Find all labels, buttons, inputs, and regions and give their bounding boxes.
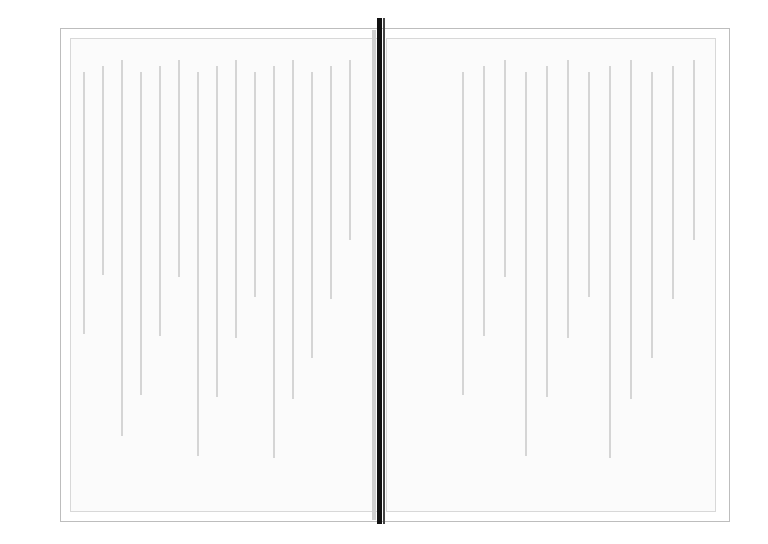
text-column xyxy=(455,120,472,540)
text-column xyxy=(686,120,703,540)
text-column xyxy=(602,120,619,540)
right-page xyxy=(386,38,716,512)
text-column xyxy=(114,120,131,540)
binding-fold xyxy=(377,18,382,524)
text-column xyxy=(266,120,283,540)
text-column xyxy=(581,120,598,540)
text-column xyxy=(304,120,321,540)
binding-shadow xyxy=(372,30,376,520)
text-column xyxy=(539,120,556,540)
text-column xyxy=(518,120,535,540)
text-column xyxy=(228,120,245,540)
text-column xyxy=(152,120,169,540)
text-column xyxy=(133,120,150,540)
left-page xyxy=(70,38,382,512)
text-column xyxy=(190,120,207,540)
text-column xyxy=(285,120,302,540)
text-column xyxy=(247,120,264,540)
text-column xyxy=(76,120,93,540)
text-column xyxy=(665,120,682,540)
text-column xyxy=(644,120,661,540)
text-column xyxy=(323,120,340,540)
text-column xyxy=(209,120,226,540)
text-column xyxy=(171,120,188,540)
binding-edge xyxy=(383,18,385,524)
text-column xyxy=(342,120,359,540)
text-column xyxy=(623,120,640,540)
text-column xyxy=(560,120,577,540)
text-column xyxy=(95,120,112,540)
text-column xyxy=(476,120,493,540)
text-column xyxy=(497,120,514,540)
